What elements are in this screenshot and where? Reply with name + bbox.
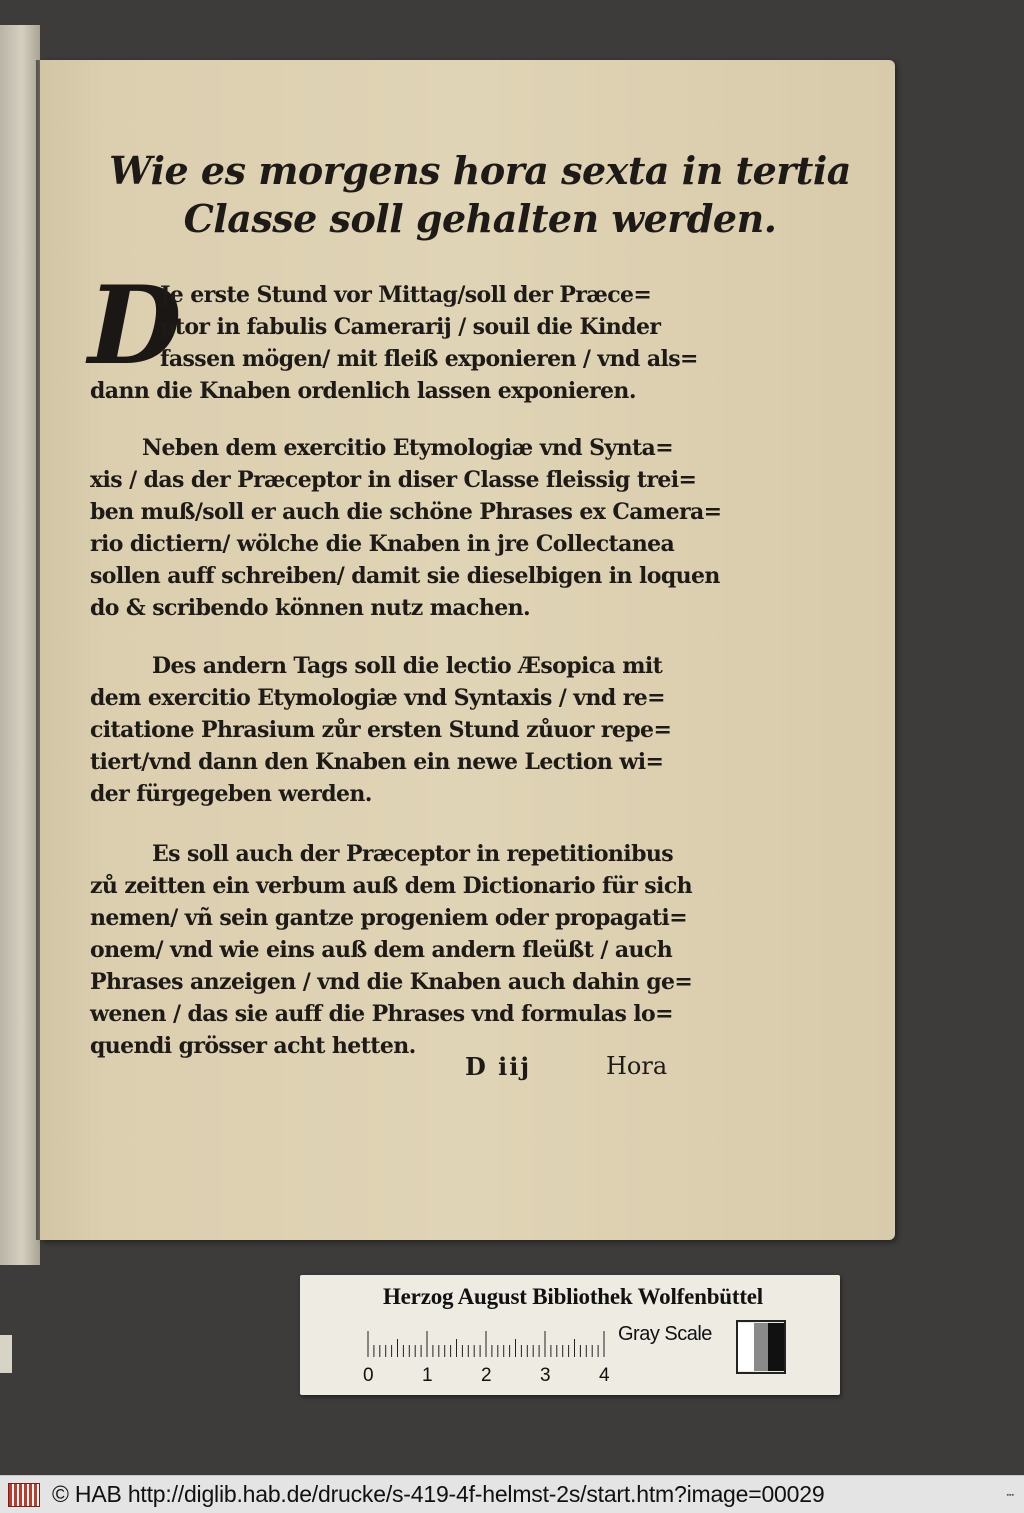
- text-line: ptor in fabulis Camerarij / souil die Kinder: [160, 314, 661, 340]
- paragraph-3: [90, 650, 690, 810]
- text-line: ben muß/soll er auch die schöne Phrases ex Camera=: [90, 499, 722, 525]
- text-line: do & scribendo können nutz machen.: [90, 595, 531, 621]
- drop-cap-initial: D: [88, 263, 182, 389]
- facing-page-edge: [0, 25, 40, 1265]
- gray-scale-label: Gray Scale: [618, 1323, 712, 1345]
- footer-copyright-link[interactable]: © HAB http://diglib.hab.de/drucke/s-419-4f-helmst-2s/start.htm?image=00029: [52, 1481, 825, 1507]
- text-line: xis / das der Præceptor in diser Classe fleissig trei=: [90, 467, 697, 493]
- text-line: Je erste Stund vor Mittag/soll der Præce=: [160, 282, 652, 308]
- footer-bar: [0, 1475, 1024, 1513]
- text-line: tiert/vnd dann den Knaben ein newe Lection wi=: [90, 749, 664, 775]
- text-line: dann die Knaben ordenlich lassen exponieren.: [90, 378, 636, 404]
- paragraph-4: [90, 838, 693, 1062]
- paragraph-1: [90, 279, 698, 407]
- facing-page-marker: [0, 1335, 12, 1373]
- text-line: citatione Phrasium zůr ersten Stund zůuor repe=: [90, 717, 672, 743]
- text-line: dem exercitio Etymologiæ vnd Syntaxis / vnd re=: [90, 685, 665, 711]
- page-heading-line-2: Classe soll gehalten werden.: [183, 196, 777, 241]
- text-line: fassen mögen/ mit fleiß exponieren / vnd als=: [160, 346, 698, 372]
- text-line: Des andern Tags soll die lectio Æsopica mit: [152, 653, 663, 679]
- hab-logo-icon: [8, 1483, 40, 1507]
- text-line: zů zeitten ein verbum auß dem Dictionario für sich: [90, 873, 693, 899]
- ruler-number: 3: [540, 1365, 551, 1386]
- text-line: der fürgegeben werden.: [90, 781, 372, 807]
- text-line: nemen/ vñ sein gantze progeniem oder propagati=: [90, 905, 688, 931]
- book-page: [40, 60, 895, 1240]
- text-line: Es soll auch der Præceptor in repetitionibus: [152, 841, 674, 867]
- text-line: Neben dem exercitio Etymologiæ vnd Synta=: [142, 435, 674, 461]
- text-line: rio dictiern/ wölche die Knaben in jre Collectanea: [90, 531, 675, 557]
- ruler-number: 0: [363, 1365, 374, 1386]
- ruler-number: 1: [422, 1365, 433, 1386]
- reference-card: [300, 1275, 840, 1395]
- page-heading-line-1: Wie es morgens hora sexta in tertia: [109, 148, 851, 193]
- catchword: Hora: [606, 1052, 668, 1080]
- text-line: Phrases anzeigen / vnd die Knaben auch dahin ge=: [90, 969, 693, 995]
- footer-tiny-mark: ▪▪▪: [1006, 1492, 1014, 1499]
- gray-swatch-frame: [736, 1320, 786, 1374]
- text-line: sollen auff schreiben/ damit sie dieselbigen in loquen: [90, 563, 720, 589]
- ruler-number: 2: [481, 1365, 492, 1386]
- text-line: quendi grösser acht hetten.: [90, 1033, 416, 1059]
- ruler-number: 4: [599, 1365, 610, 1386]
- text-line: onem/ vnd wie eins auß dem andern fleüßt / auch: [90, 937, 673, 963]
- signature-mark: D iij: [465, 1052, 532, 1081]
- text-line: wenen / das sie auff die Phrases vnd formulas lo=: [90, 1001, 673, 1027]
- paragraph-2: [90, 432, 722, 624]
- card-title: Herzog August Bibliothek Wolfenbüttel: [382, 1284, 764, 1309]
